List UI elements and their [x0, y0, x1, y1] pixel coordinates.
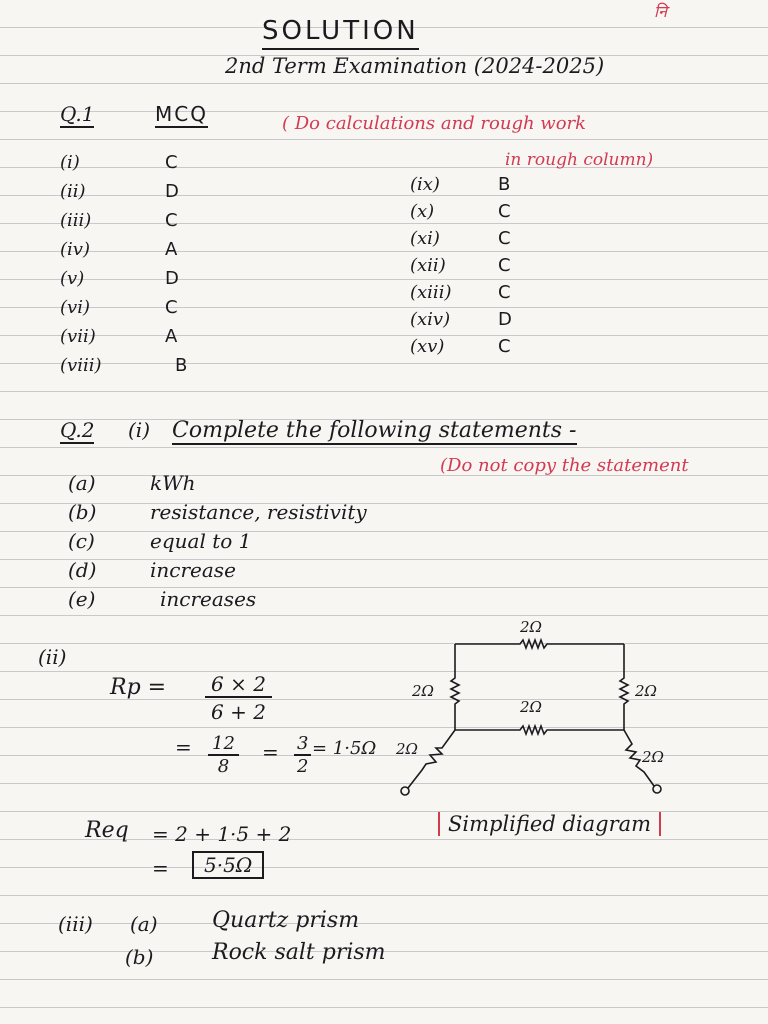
mcq-item	[410, 333, 512, 360]
q1-note-line2: in rough column)	[505, 150, 654, 170]
mcq-number: (xi)	[410, 228, 440, 249]
fill-letter: (b)	[68, 499, 97, 524]
resistor-label-top: 2Ω	[520, 618, 542, 636]
iii-text-a: Quartz prism	[212, 908, 360, 933]
mcq-answer: C	[498, 255, 511, 276]
mcq-item	[410, 225, 512, 252]
mcq-item	[410, 171, 512, 198]
mcq-number: (vi)	[60, 297, 90, 318]
fill-text: resistance, resistivity	[150, 499, 367, 524]
mcq-item	[60, 322, 187, 351]
eq2-denominator-1: 8	[217, 756, 230, 777]
mcq-number: (viii)	[60, 355, 102, 376]
mcq-number: (x)	[410, 201, 435, 222]
fill-answer	[68, 555, 367, 584]
mcq-answers-right	[410, 171, 512, 360]
mcq-number: (vii)	[60, 326, 96, 347]
mcq-answer: D	[165, 268, 179, 289]
mcq-answer: B	[175, 355, 188, 376]
iii-text-b: Rock salt prism	[212, 940, 386, 965]
mcq-answer: C	[498, 228, 511, 249]
mcq-number: (xiv)	[410, 309, 451, 330]
terminal-right	[653, 785, 661, 793]
fill-letter: (c)	[68, 528, 95, 553]
rp-fraction	[205, 672, 272, 724]
mcq-item	[410, 306, 512, 333]
req-result: 5·5Ω	[192, 851, 264, 879]
mcq-answer: C	[498, 201, 511, 222]
mcq-item	[410, 279, 512, 306]
eq2-denominator-2: 2	[297, 756, 309, 777]
resistor-label-middle: 2Ω	[520, 698, 542, 716]
mcq-number: (xv)	[410, 336, 445, 357]
mcq-item	[410, 252, 512, 279]
mcq-answer: A	[165, 326, 178, 347]
iii-letter-a: (a)	[130, 912, 158, 936]
resistor-label-lower-left: 2Ω	[396, 740, 418, 758]
mcq-answer: C	[165, 297, 178, 318]
eq2-numerator-2: 3	[294, 733, 311, 756]
resistor-label-left: 2Ω	[412, 682, 434, 700]
q2-part-ii: (ii)	[38, 645, 67, 669]
fill-text: increases	[160, 586, 257, 611]
fill-answer	[68, 468, 367, 497]
resistor-label-lower-right: 2Ω	[642, 748, 664, 766]
rp-label: Rp =	[110, 675, 167, 700]
mcq-answer: C	[498, 282, 511, 303]
page-title: SOLUTION	[262, 16, 419, 50]
eq2-numerator-1: 12	[208, 733, 239, 756]
q1-heading: MCQ	[155, 102, 208, 126]
req-line1: = 2 + 1·5 + 2	[152, 822, 292, 846]
page-subtitle: 2nd Term Examination (2024-2025)	[225, 54, 605, 78]
q2-part-i: (i)	[128, 418, 151, 442]
mcq-number: (iv)	[60, 239, 90, 260]
q1-note-line1: ( Do calculations and rough work	[282, 113, 587, 134]
fill-answer	[68, 497, 367, 526]
mcq-number: (iii)	[60, 210, 92, 231]
mcq-number: (v)	[60, 268, 85, 289]
q2-label: Q.2	[60, 418, 95, 442]
mcq-answers-left	[60, 148, 187, 380]
eq2-equals: =	[175, 735, 192, 759]
eq2-fraction-1	[208, 733, 239, 777]
q2-part-iii: (iii)	[58, 912, 93, 936]
q2-i-answers	[68, 468, 367, 613]
mcq-number: (xii)	[410, 255, 446, 276]
req-label: Req	[85, 818, 129, 843]
q2-note: (Do not copy the statement	[440, 455, 689, 476]
circuit-diagram	[390, 610, 690, 800]
resistor-label-right: 2Ω	[635, 682, 657, 700]
mcq-item	[60, 148, 187, 177]
mcq-item	[60, 206, 187, 235]
fill-letter: (e)	[68, 586, 96, 611]
fill-text: increase	[150, 557, 236, 582]
eq2-equals-mid: =	[262, 740, 279, 764]
mcq-number: (ii)	[60, 181, 86, 202]
mcq-number: (i)	[60, 152, 80, 173]
rp-denominator: 6 + 2	[211, 700, 266, 724]
mcq-answer: D	[498, 309, 512, 330]
req-line2-equals: =	[152, 856, 169, 880]
mcq-answer: C	[165, 152, 178, 173]
mcq-item	[60, 293, 187, 322]
eq2-fraction-2	[294, 733, 311, 777]
page-mark: नि	[654, 2, 668, 21]
eq2-result: = 1·5Ω	[312, 738, 377, 759]
mcq-item	[60, 351, 187, 380]
rp-numerator: 6 × 2	[205, 672, 272, 698]
q2-heading: Complete the following statements -	[172, 418, 577, 443]
fill-answer	[68, 526, 367, 555]
mcq-answer: A	[165, 239, 178, 260]
mcq-item	[60, 177, 187, 206]
mcq-answer: D	[165, 181, 179, 202]
mcq-answer: C	[165, 210, 178, 231]
fill-letter: (d)	[68, 557, 97, 582]
mcq-answer: C	[498, 336, 511, 357]
terminal-left	[401, 787, 409, 795]
mcq-number: (xiii)	[410, 282, 452, 303]
mcq-number: (ix)	[410, 174, 440, 195]
q1-label: Q.1	[60, 102, 95, 126]
fill-text: equal to 1	[150, 528, 252, 553]
diagram-note: Simplified diagram	[438, 812, 661, 836]
mcq-item	[60, 235, 187, 264]
fill-letter: (a)	[68, 470, 96, 495]
fill-answer	[68, 584, 367, 613]
mcq-answer: B	[498, 174, 511, 195]
mcq-item	[410, 198, 512, 225]
iii-letter-b: (b)	[125, 945, 154, 969]
fill-text: kWh	[150, 470, 196, 495]
mcq-item	[60, 264, 187, 293]
